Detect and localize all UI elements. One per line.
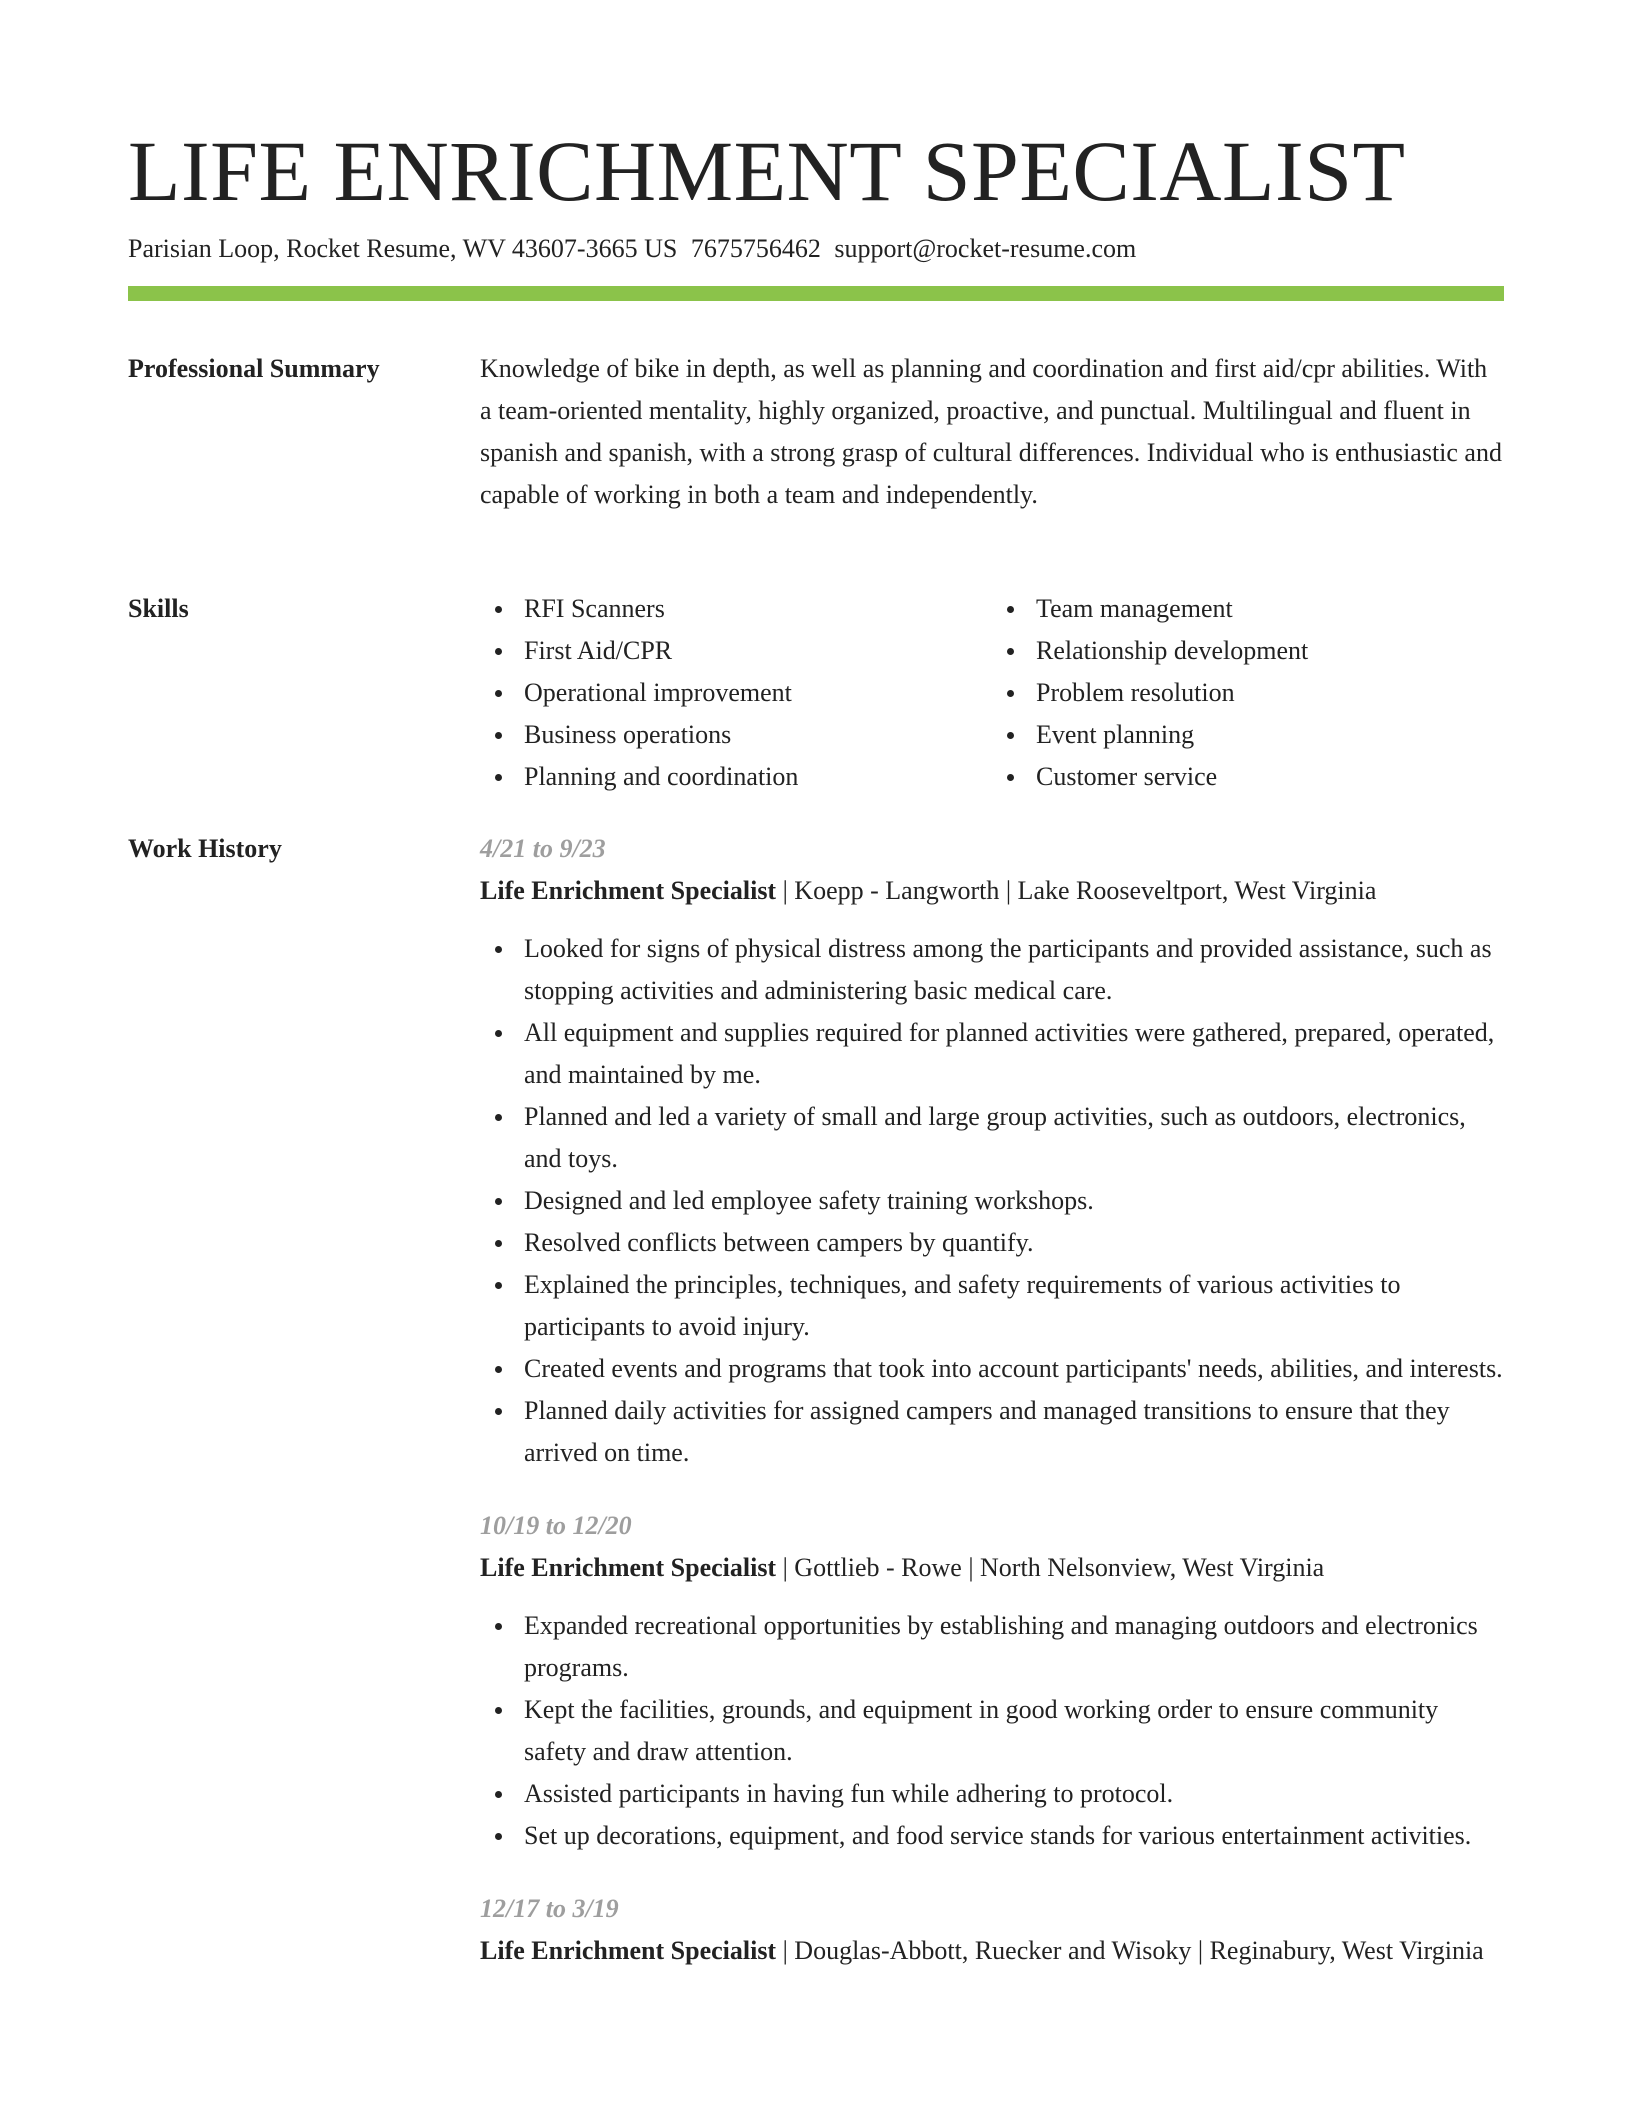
job-bullet: Created events and programs that took into account participants' needs, abilities, and interests. — [524, 1348, 1504, 1390]
work-history-label: Work History — [128, 834, 282, 863]
skill-item: Business operations — [524, 714, 992, 756]
job-bullet: Designed and led employee safety training workshops. — [524, 1180, 1504, 1222]
skills-column-2 — [992, 588, 1504, 798]
job-bullet: Looked for signs of physical distress among the participants and provided assistance, such as stopping activities and administering basic medical care. — [524, 928, 1504, 1012]
skill-item: Customer service — [1036, 756, 1504, 798]
job-bullet: Assisted participants in having fun while adhering to protocol. — [524, 1773, 1504, 1815]
job-title: Life Enrichment Specialist — [480, 1553, 777, 1582]
summary-label: Professional Summary — [128, 354, 380, 383]
job-bullet: Expanded recreational opportunities by establishing and managing outdoors and electronics programs. — [524, 1605, 1504, 1689]
skill-item: Relationship development — [1036, 630, 1504, 672]
skills-label: Skills — [128, 594, 189, 623]
job-entry — [480, 1505, 1504, 1857]
job-title: Life Enrichment Specialist — [480, 876, 777, 905]
job-title: Life Enrichment Specialist — [480, 1936, 777, 1965]
job-details: | Koepp - Langworth | Lake Rooseveltport, West Virginia — [776, 876, 1377, 905]
header-divider — [128, 286, 1504, 301]
summary-text: Knowledge of bike in depth, as well as planning and coordination and first aid/cpr abilities. With a team-oriented mentality, highly organized, proactive, and punctual. Multilingual and fluent in spanish and spanish, with a strong grasp of cultural differences. Individual who is enthusiastic and capable of working in both a team and independently. — [480, 354, 1502, 509]
job-dates: 4/21 to 9/23 — [480, 834, 606, 863]
skills-column-1 — [480, 588, 992, 798]
job-bullet: Set up decorations, equipment, and food service stands for various entertainment activities. — [524, 1815, 1504, 1857]
job-bullets — [480, 928, 1504, 1474]
skill-item: Planning and coordination — [524, 756, 992, 798]
job-heading — [480, 1930, 1504, 1972]
job-bullet: Explained the principles, techniques, and safety requirements of various activities to participants to avoid injury. — [524, 1264, 1504, 1348]
job-dates: 10/19 to 12/20 — [480, 1511, 632, 1540]
skill-item: Event planning — [1036, 714, 1504, 756]
job-entry — [480, 828, 1504, 1474]
skill-item: Operational improvement — [524, 672, 992, 714]
job-heading — [480, 1547, 1504, 1589]
job-bullet: Planned and led a variety of small and large group activities, such as outdoors, electronics, and toys. — [524, 1096, 1504, 1180]
contact-email: support@rocket-resume.com — [834, 234, 1137, 263]
work-history-body — [480, 828, 1504, 2003]
skill-item: First Aid/CPR — [524, 630, 992, 672]
contact-line — [128, 232, 1136, 266]
contact-phone: 7675756462 — [690, 234, 821, 263]
job-bullets — [480, 1605, 1504, 1857]
job-heading — [480, 870, 1504, 912]
skill-item: RFI Scanners — [524, 588, 992, 630]
job-bullet: Kept the facilities, grounds, and equipment in good working order to ensure community safety and draw attention. — [524, 1689, 1504, 1773]
job-dates: 12/17 to 3/19 — [480, 1894, 619, 1923]
resume-name: LIFE ENRICHMENT SPECIALIST — [128, 123, 1406, 219]
summary-body — [480, 348, 1504, 516]
skill-item: Problem resolution — [1036, 672, 1504, 714]
skills-body — [480, 588, 1504, 798]
job-bullet: All equipment and supplies required for planned activities were gathered, prepared, operated, and maintained by me. — [524, 1012, 1504, 1096]
contact-address: Parisian Loop, Rocket Resume, WV 43607-3665 US — [128, 234, 678, 263]
job-bullet: Planned daily activities for assigned campers and managed transitions to ensure that they arrived on time. — [524, 1390, 1504, 1474]
job-entry — [480, 1888, 1504, 1972]
job-details: | Douglas-Abbott, Ruecker and Wisoky | Reginabury, West Virginia — [776, 1936, 1484, 1965]
job-details: | Gottlieb - Rowe | North Nelsonview, West Virginia — [776, 1553, 1325, 1582]
skill-item: Team management — [1036, 588, 1504, 630]
job-bullet: Resolved conflicts between campers by quantify. — [524, 1222, 1504, 1264]
